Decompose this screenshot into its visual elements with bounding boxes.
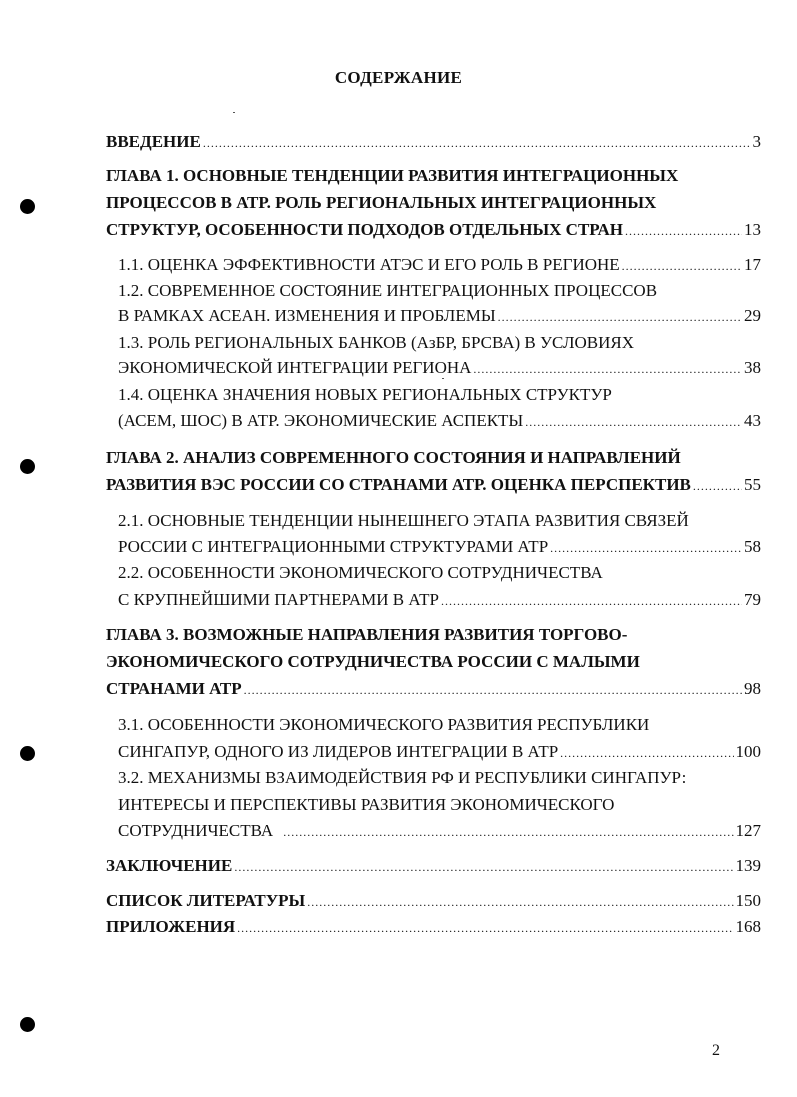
- toc-section-2-2-line1[interactable]: 2.2. ОСОБЕННОСТИ ЭКОНОМИЧЕСКОГО СОТРУДНИЧЕСТВА: [118, 563, 603, 582]
- page-title: СОДЕРЖАНИЕ: [334, 68, 463, 87]
- scan-speck: [233, 112, 235, 113]
- punch-hole-mark: [20, 199, 35, 214]
- dot-leader: [550, 537, 742, 559]
- toc-section-1-4-line1[interactable]: 1.4. ОЦЕНКА ЗНАЧЕНИЯ НОВЫХ РЕГИОНАЛЬНЫХ СТРУКТУР: [118, 385, 612, 404]
- toc-page-number: 55: [744, 475, 761, 494]
- dot-leader: [560, 742, 733, 764]
- toc-section-1-2-line1[interactable]: 1.2. СОВРЕМЕННОЕ СОСТОЯНИЕ ИНТЕГРАЦИОННЫХ ПРОЦЕССОВ: [118, 281, 658, 300]
- dot-leader: [693, 475, 742, 497]
- punch-hole-mark: [20, 459, 35, 474]
- toc-page-number: 127: [735, 821, 761, 840]
- toc-section-1-1[interactable]: 1.1. ОЦЕНКА ЭФФЕКТИВНОСТИ АТЭС И ЕГО РОЛЬ В РЕГИОНЕ ..... 17: [118, 254, 761, 276]
- toc-page-number: 98: [744, 679, 761, 698]
- toc-page-number: 17: [744, 255, 761, 274]
- toc-entry-references[interactable]: СПИСОК ЛИТЕРАТУРЫ ..... 150: [106, 890, 761, 912]
- toc-section-3-2[interactable]: СОТРУДНИЧЕСТВА ..... 127: [118, 820, 761, 842]
- toc-section-2-1-line1[interactable]: 2.1. ОСНОВНЫЕ ТЕНДЕНЦИИ НЫНЕШНЕГО ЭТАПА РАЗВИТИЯ СВЯЗЕЙ: [118, 511, 689, 530]
- toc-chapter-1-line2[interactable]: ПРОЦЕССОВ В АТР. РОЛЬ РЕГИОНАЛЬНЫХ ИНТЕГРАЦИОННЫХ: [106, 193, 657, 212]
- toc-section-3-1[interactable]: СИНГАПУР, ОДНОГО ИЗ ЛИДЕРОВ ИНТЕГРАЦИИ В АТР ..... 100: [118, 741, 761, 763]
- toc-page-number: 13: [744, 220, 761, 239]
- toc-entry-conclusion[interactable]: ЗАКЛЮЧЕНИЕ ..... 139: [106, 855, 761, 877]
- toc-page-number: 58: [744, 537, 761, 556]
- dot-leader: [525, 411, 742, 433]
- toc-page-number: 43: [744, 411, 761, 430]
- dot-leader: [237, 917, 733, 939]
- dot-leader: [473, 358, 742, 380]
- dot-leader: [283, 821, 733, 843]
- page-number: 2: [712, 1042, 720, 1059]
- toc-section-1-3-line1[interactable]: 1.3. РОЛЬ РЕГИОНАЛЬНЫХ БАНКОВ (АзБР, БРСВА) В УСЛОВИЯХ: [118, 333, 634, 352]
- toc-page-number: 38: [744, 358, 761, 377]
- dot-leader: [203, 132, 751, 154]
- toc-page-number: 150: [735, 891, 761, 910]
- toc-section-3-1-line1[interactable]: 3.1. ОСОБЕННОСТИ ЭКОНОМИЧЕСКОГО РАЗВИТИЯ РЕСПУБЛИКИ: [118, 715, 650, 734]
- toc-entry-intro[interactable]: [106, 131, 761, 153]
- toc-chapter-3-line1[interactable]: ГЛАВА 3. ВОЗМОЖНЫЕ НАПРАВЛЕНИЯ РАЗВИТИЯ ТОРГОВО-: [106, 625, 628, 644]
- toc-section-3-2-line2[interactable]: ИНТЕРЕСЫ И ПЕРСПЕКТИВЫ РАЗВИТИЯ ЭКОНОМИЧЕСКОГО: [118, 795, 615, 814]
- toc-page-number: 100: [735, 742, 761, 761]
- toc-section-2-2[interactable]: С КРУПНЕЙШИМИ ПАРТНЕРАМИ В АТР ..... 79: [118, 589, 761, 611]
- toc-page-number: 29: [744, 306, 761, 325]
- dot-leader: [307, 891, 733, 913]
- toc-chapter-1[interactable]: СТРУКТУР, ОСОБЕННОСТИ ПОДХОДОВ ОТДЕЛЬНЫХ СТРАН ..... 13: [106, 219, 761, 241]
- toc-chapter-3-line2[interactable]: ЭКОНОМИЧЕСКОГО СОТРУДНИЧЕСТВА РОССИИ С МАЛЫМИ: [106, 652, 640, 671]
- toc-chapter-1-line1[interactable]: ГЛАВА 1. ОСНОВНЫЕ ТЕНДЕНЦИИ РАЗВИТИЯ ИНТЕГРАЦИОННЫХ: [106, 166, 679, 185]
- toc-entry-appendices[interactable]: ПРИЛОЖЕНИЯ ..... 168: [106, 916, 761, 938]
- dot-leader: [498, 306, 742, 328]
- toc-section-1-2[interactable]: В РАМКАХ АСЕАН. ИЗМЕНЕНИЯ И ПРОБЛЕМЫ ..... 29: [118, 305, 761, 327]
- toc-page-number: 79: [744, 590, 761, 609]
- toc-chapter-2-line1[interactable]: ГЛАВА 2. АНАЛИЗ СОВРЕМЕННОГО СОСТОЯНИЯ И НАПРАВЛЕНИЙ: [106, 448, 681, 467]
- punch-hole-mark: [20, 1017, 35, 1032]
- toc-section-1-4[interactable]: (АСЕМ, ШОС) В АТР. ЭКОНОМИЧЕСКИЕ АСПЕКТЫ ..... 43: [118, 410, 761, 432]
- toc-section-1-3[interactable]: ЭКОНОМИЧЕСКОЙ ИНТЕГРАЦИИ РЕГИОНА ..... 38: [118, 357, 761, 379]
- dot-leader: [625, 220, 742, 242]
- scan-speck: [442, 378, 444, 379]
- toc-entry-label: ВВЕДЕНИЕ: [106, 132, 201, 151]
- dot-leader: [234, 856, 733, 878]
- toc-page-number: 168: [735, 917, 761, 936]
- dot-leader: [244, 679, 742, 701]
- toc-chapter-2[interactable]: РАЗВИТИЯ ВЭС РОССИИ СО СТРАНАМИ АТР. ОЦЕНКА ПЕРСПЕКТИВ ..... 55: [106, 474, 761, 496]
- toc-section-2-1[interactable]: РОССИИ С ИНТЕГРАЦИОННЫМИ СТРУКТУРАМИ АТР ..... 58: [118, 536, 761, 558]
- toc-chapter-3[interactable]: СТРАНАМИ АТР ..... 98: [106, 678, 761, 700]
- punch-hole-mark: [20, 746, 35, 761]
- dot-leader: [622, 255, 742, 277]
- dot-leader: [441, 590, 742, 612]
- toc-section-3-2-line1[interactable]: 3.2. МЕХАНИЗМЫ ВЗАИМОДЕЙСТВИЯ РФ И РЕСПУБЛИКИ СИНГАПУР:: [118, 768, 687, 787]
- toc-page-number: 3: [752, 132, 761, 151]
- toc-page-number: 139: [735, 856, 761, 875]
